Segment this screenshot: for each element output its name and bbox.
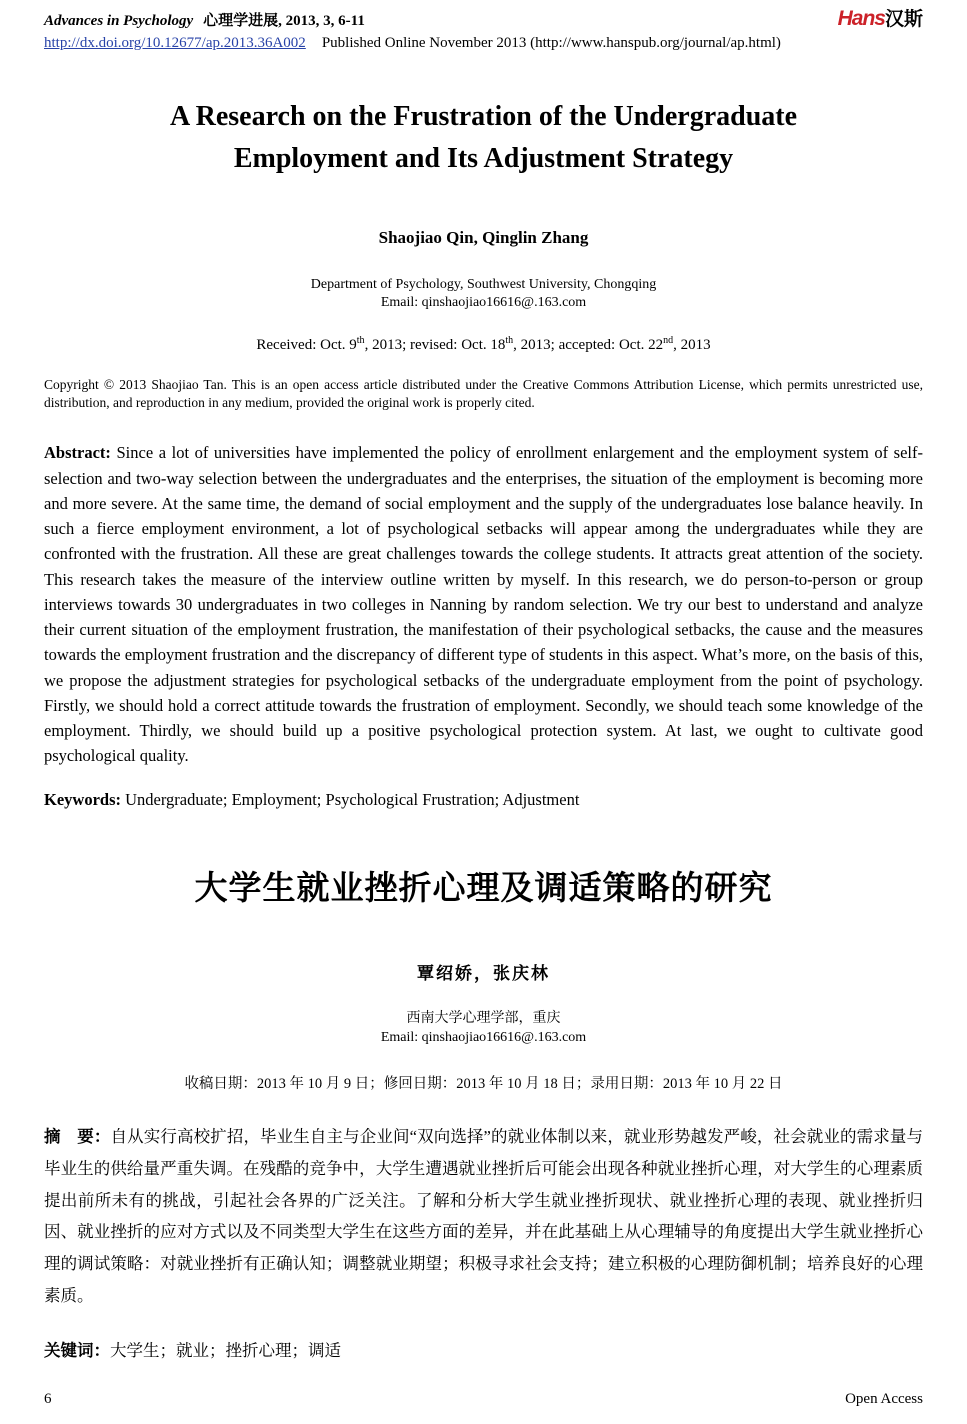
page-footer <box>44 1361 923 1408</box>
chinese-abstract-paragraph <box>44 1121 923 1311</box>
received-part: Received: Oct. 9 <box>256 337 357 353</box>
received-part: , 2013; accepted: Oct. 22 <box>513 337 664 353</box>
chinese-keywords-line <box>44 1337 923 1361</box>
journal-header <box>44 8 923 52</box>
chinese-abstract-label: 摘 要： <box>44 1127 111 1147</box>
journal-header-row1 <box>44 8 923 30</box>
page-number: 6 <box>44 1391 52 1408</box>
received-part: , 2013 <box>673 337 711 353</box>
chinese-title: 大学生就业挫折心理及调适策略的研究 <box>194 871 773 908</box>
copyright-notice: Copyright © 2013 Shaojiao Tan. This is an open access article distributed under the Creative Commons Attribution License, which permits unrestricted use, distribution, and reproduction in any medium, provided the original work is properly cited. <box>44 377 923 411</box>
hans-logo-cn: 汉斯 <box>884 9 923 30</box>
chinese-email-line: Email: qinshaojiao16616@.163.com <box>380 1030 587 1046</box>
chinese-abstract-text: 自从实行高校扩招，毕业生自主与企业间“双向选择”的就业体制以来，就业形势越发严峻，社会就业的需求量与毕业生的供给量严重失调。在残酷的竞争中，大学生遭遇就业挫折后可能会出现各种就业挫折心理，对大学生的心理素质提出前所未有的挑战，引起社会各界的广泛关注。了解和分析大学生就业挫折现状、就业挫折心理的表现、就业挫折归因、就业挫折的应对方式以及不同类型大学生在这些方面的差异，并在此基础上从心理辅导的角度提出大学生就业挫折心理的调试策略：对就业挫折有正确认知；调整就业期望；积极寻求社会支持；建立积极的心理防御机制；培养良好的心理素质。 <box>44 1127 923 1305</box>
received-part: , 2013; revised: Oct. 18 <box>364 337 506 353</box>
abstract-label: Abstract: <box>44 443 111 463</box>
journal-header-row2 <box>44 35 923 52</box>
hans-logo <box>838 8 923 29</box>
affiliation-block <box>44 276 923 311</box>
chinese-keywords-text: 大学生；就业；挫折心理；调适 <box>110 1341 341 1361</box>
keywords-label: Keywords: <box>44 790 121 810</box>
hans-logo-latin: Hans <box>837 7 885 30</box>
chinese-affiliation-block <box>44 1010 923 1048</box>
published-online-text: Published Online November 2013 (http://www.hanspub.org/journal/ap.html) <box>321 35 781 51</box>
journal-issue-info: 心理学进展, 2013, 3, 6-11 <box>203 13 365 29</box>
chinese-keywords-label: 关键词： <box>44 1341 110 1361</box>
paper-title: A Research on the Frustration of the Undergraduate Employment and Its Adjustment Strategy <box>169 101 798 174</box>
open-access-label: Open Access <box>845 1391 923 1408</box>
received-dates-line <box>44 335 923 354</box>
email-line: Email: qinshaojiao16616@.163.com <box>380 294 587 310</box>
doi-link[interactable]: http://dx.doi.org/10.12677/ap.2013.36A002 <box>44 35 306 51</box>
abstract-text: Since a lot of universities have implemented the policy of enrollment enlargement and the employment system of self-selection and two-way selection between the undergraduates and the enterprises, the situation of the employment is becoming more and more severe. At the same time, the demand of social employment and the supply of the undergraduates lose balance heavily. In such a fierce employment environment, a lot of psychological setbacks will appear among the undergraduates while they are confronted with the frustration. All these are great challenges towards the college students. It attracts great attention of the society. This research takes the measure of the interview outline written by myself. In this research, we do person-to-person or group interviews towards 30 undergraduates in two colleges in Nanning by random selection. We try our best to understand and analyze their current situation of the employment frustration, the manifestation of their psychological setbacks, the cause and the measures towards the employment frustration and the discrepancy of different type of students in this aspect. What’s more, on the basis of this, we propose the adjustment strategies for psychological setbacks of the undergraduate employment from the point of psychology. Firstly, we should hold a correct attitude towards the frustration of employment. Secondly, we should teach some knowledge of the employment. Thirdly, we should build up a positive psychological protection system. At last, we ought to cultivate good psychological quality. <box>44 443 923 766</box>
journal-name: Advances in Psychology <box>44 13 194 29</box>
journal-info <box>44 9 365 30</box>
chinese-authors-line: 覃绍娇，张庆林 <box>417 964 550 984</box>
abstract-paragraph <box>44 440 923 768</box>
received-sup: nd <box>663 335 674 346</box>
received-sup: th <box>505 335 514 346</box>
chinese-affiliation-line: 西南大学心理学部，重庆 <box>406 1011 561 1027</box>
affiliation-line: Department of Psychology, Southwest University, Chongqing <box>310 277 657 292</box>
keywords-text: Undergraduate; Employment; Psychological Frustration; Adjustment <box>125 790 580 810</box>
received-sup: th <box>356 335 365 346</box>
chinese-dates-line: 收稿日期：2013 年 10 月 9 日；修回日期：2013 年 10 月 18 日；录用日期：2013 年 10 月 22 日 <box>184 1076 783 1093</box>
authors-line: Shaojiao Qin, Qinglin Zhang <box>378 228 589 247</box>
keywords-line <box>44 790 923 810</box>
